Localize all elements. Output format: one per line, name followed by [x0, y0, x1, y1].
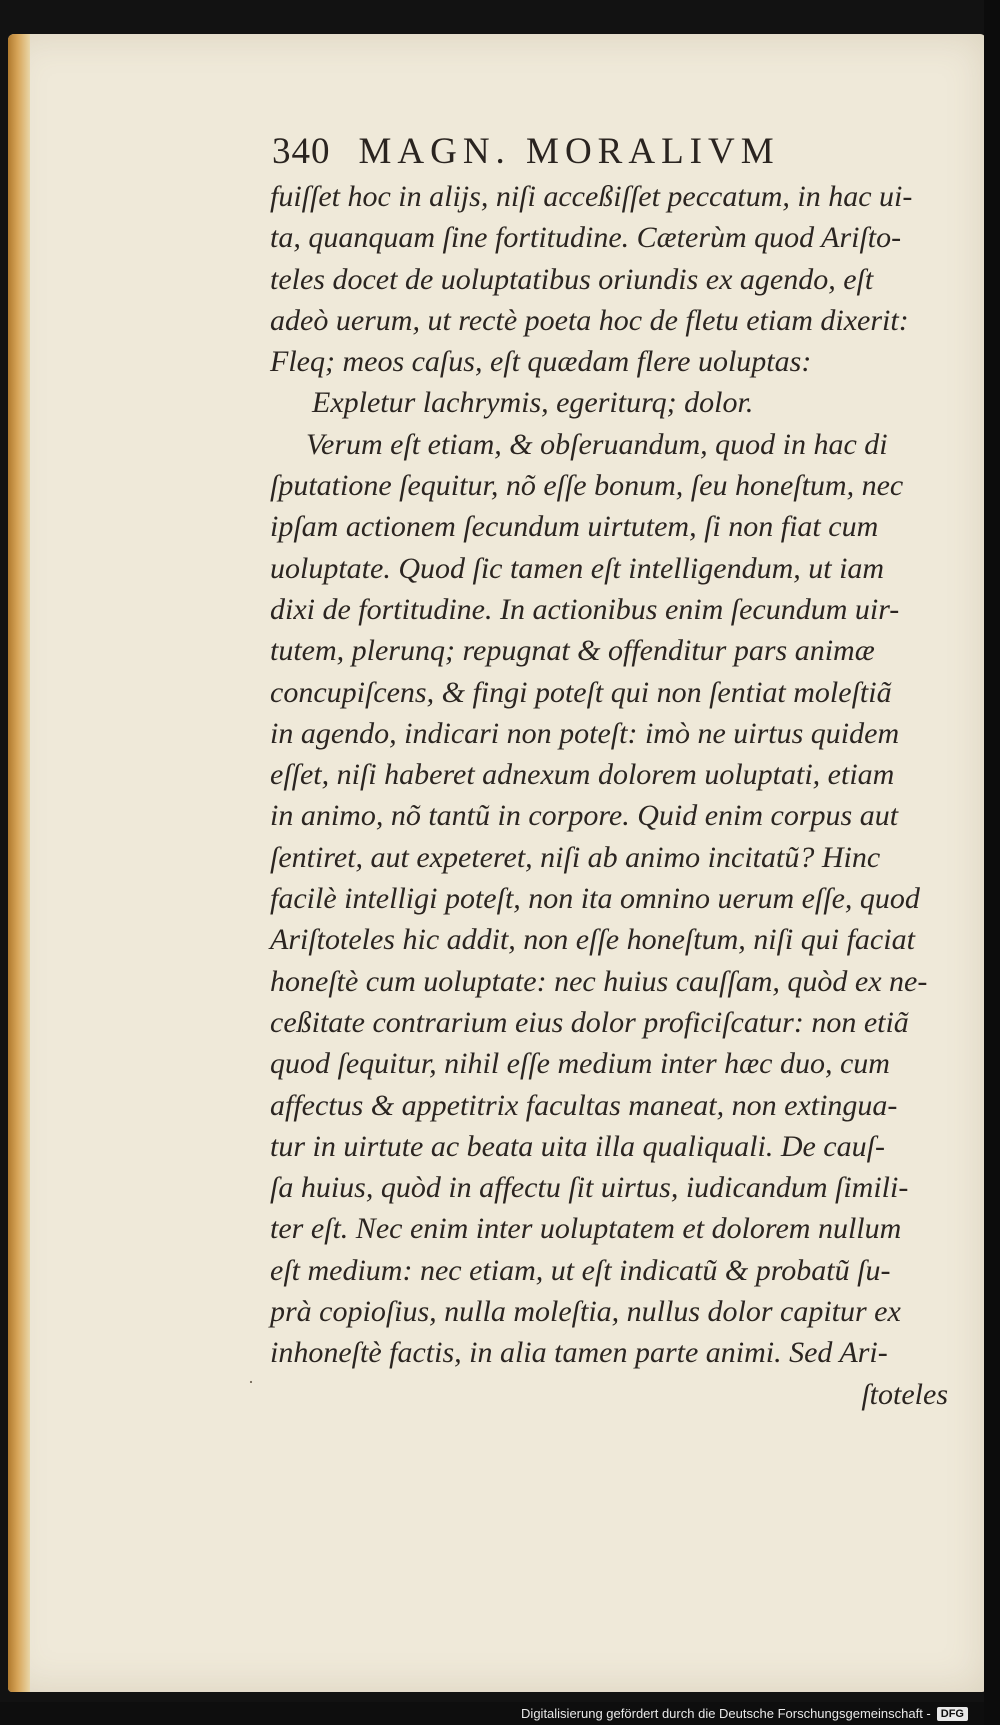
text-line: eſſet, niſi haberet adnexum dolorem uoluptati, etiam [270, 758, 895, 792]
text-line: teles docet de uoluptatibus oriundis ex agendo, eſt [270, 262, 874, 296]
text-line: Ariſtoteles hic addit, non eſſe honeſtum, niſi qui faciat [270, 923, 915, 957]
text-line: ſputatione ſequitur, nõ eſſe bonum, ſeu honeſtum, nec [270, 469, 904, 503]
text-line: ſa huius, quòd in affectu ſit uirtus, iudicandum ſimili- [270, 1171, 909, 1205]
text-line: adeò uerum, ut rectè poeta hoc de fletu etiam dixerit: [270, 303, 909, 337]
text-line: eſt medium: nec etiam, ut eſt indicatũ & probatũ ſu- [270, 1253, 891, 1287]
text-line: fuiſſet hoc in alijs, niſi acceßiſſet peccatum, in hac ui- [270, 180, 913, 213]
text-line: ta, quanquam ſine fortitudine. Cæterùm quod Ariſto- [270, 221, 902, 255]
running-head-title: MAGN. MORALIVM [358, 131, 780, 172]
text-line: dixi de fortitudine. In actionibus enim ſecundum uir- [270, 592, 900, 626]
dfg-logo: DFG [937, 1707, 968, 1721]
page-binding-edge [8, 34, 30, 1692]
text-line: ſentiret, aut expeteret, niſi ab animo incitatũ? Hinc [270, 840, 881, 874]
text-line: inhoneſtè factis, in alia tamen parte animi. Sed Ari- [270, 1336, 888, 1370]
text-line: quod ſequitur, nihil eſſe medium inter hæc duo, cum [270, 1047, 890, 1081]
text-line: in animo, nõ tantũ in corpore. Quid enim corpus aut [270, 799, 899, 833]
text-line: prà copioſius, nulla moleſtia, nullus dolor capitur ex [270, 1295, 901, 1329]
text-line: uoluptate. Quod ſic tamen eſt intelligendum, ut iam [270, 551, 885, 585]
text-line: ceßitate contrarium eius dolor proficiſcatur: non etiã [270, 1005, 909, 1039]
text-line: tur in uirtute ac beata uita illa qualiquali. De cauſ- [270, 1129, 885, 1163]
verse-line: Fleq; meos caſus, eſt quædam flere uoluptas: [270, 345, 812, 379]
page-number: 340 [272, 131, 331, 172]
text-line: tutem, plerunq; repugnat & offenditur pars animæ [270, 634, 875, 668]
catchword: ſtoteles [861, 1377, 948, 1411]
text-line: in agendo, indicari non poteſt: imò ne uirtus quidem [270, 716, 900, 750]
text-line: honeſtè cum uoluptate: nec huius cauſſam, quòd ex ne- [270, 964, 928, 998]
verse-line: Expletur lachrymis, egeriturq; dolor. [312, 386, 754, 420]
text-line: ter eſt. Nec enim inter uoluptatem et dolorem nullum [270, 1212, 902, 1246]
scan-right-edge [984, 0, 1000, 1725]
footer-text: Digitalisierung gefördert durch die Deutsche Forschungsgemeinschaft - [521, 1706, 931, 1721]
text-line: concupiſcens, & fingi poteſt qui non ſentiat moleſtiã [270, 675, 892, 709]
paragraph-start-line: Verum eſt etiam, & obſeruandum, quod in hac di [306, 427, 888, 461]
running-head [272, 130, 912, 174]
text-line: ipſam actionem ſecundum uirtutem, ſi non fiat cum [270, 510, 879, 544]
digitization-footer [0, 1702, 984, 1725]
margin-mark: · [248, 1372, 254, 1392]
body-text [270, 176, 970, 1415]
text-line: facilè intelligi poteſt, non ita omnino uerum eſſe, quod [270, 882, 920, 916]
text-line: affectus & appetitrix facultas maneat, non extingua- [270, 1088, 898, 1122]
